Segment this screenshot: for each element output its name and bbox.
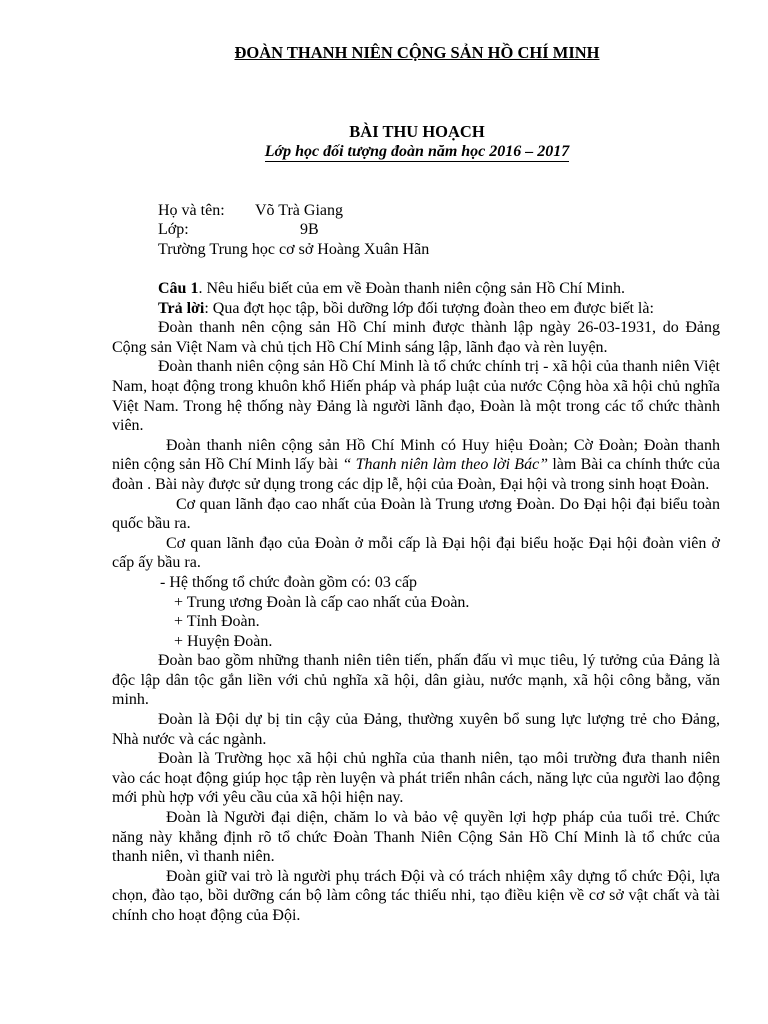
question-label: Câu 1 <box>158 280 199 297</box>
paragraph-central-body: Cơ quan lãnh đạo cao nhất của Đoàn là Trung ương Đoàn. Do Đại hội đại biểu toàn quốc bầu ra. <box>112 495 720 533</box>
document-body <box>112 279 720 926</box>
document-title: BÀI THU HOẠCH <box>349 122 485 141</box>
document-subtitle-text: Lớp học đối tượng đoàn năm học 2016 – 2017 <box>264 143 570 160</box>
song-title: “ Thanh niên làm theo lời Bác” <box>342 456 549 474</box>
paragraph-pioneers: Đoàn giữ vai trò là người phụ trách Đội và có trách nhiệm xây dựng tổ chức Đội, lựa chọn, đào tạo, bồi dưỡng cán bộ làm công tác thiếu nhi, tạo điều kiện về cơ sở vật chất và tài chính cho hoạt động của Đội. <box>112 867 720 924</box>
paragraph-school: Đoàn là Trường học xã hội chủ nghĩa của thanh niên, tạo môi trường đưa thanh niên vào các hoạt động giúp học tập rèn luyện và phát triển nhân cách, năng lực của người lao động mới phù hợp với yêu cầu của xã hội hiện nay. <box>112 750 720 807</box>
question-line <box>112 279 720 299</box>
list-item: + Trung ương Đoàn là cấp cao nhất của Đoàn. <box>174 593 470 611</box>
question-text: . Nêu hiểu biết của em về Đoàn thanh niên cộng sản Hồ Chí Minh. <box>198 280 626 297</box>
answer-intro: : Qua đợt học tập, bồi dưỡng lớp đối tượng đoàn theo em được biết là: <box>204 299 654 317</box>
list-heading: - Hệ thống tổ chức đoàn gồm có: 03 cấp <box>160 573 418 591</box>
paragraph-organization: Đoàn thanh niên cộng sản Hồ Chí Minh là tổ chức chính trị - xã hội của thanh niên Việt Nam, hoạt động trong khuôn khổ Hiến pháp và pháp luật của nước Cộng hòa xã hội chủ nghĩa Việt Nam. Trong hệ thống này Đảng là người lãnh đạo, Đoàn là một trong các tổ chức thành viên. <box>112 358 720 435</box>
answer-label: Trả lời <box>158 299 205 317</box>
school-line <box>158 240 429 260</box>
class-value: 9B <box>300 221 319 238</box>
paragraph-members: Đoàn bao gồm những thanh niên tiên tiến, phấn đấu vì mục tiêu, lý tưởng của Đảng là độc lập dân tộc gắn liền với chủ nghĩa xã hội, dân giàu, nước mạnh, xã hội công bằng, văn minh. <box>112 652 720 709</box>
student-class-line <box>158 220 319 240</box>
student-name-line <box>158 201 343 221</box>
organization-heading: ĐOÀN THANH NIÊN CỘNG SẢN HỒ CHÍ MINH <box>234 43 600 62</box>
paragraph-reserve: Đoàn là Đội dự bị tin cậy của Đảng, thường xuyên bổ sung lực lượng trẻ cho Đảng, Nhà nước và các ngành. <box>112 711 720 748</box>
paragraph-level-body: Cơ quan lãnh đạo của Đoàn ở mỗi cấp là Đại hội đại biểu hoặc Đại hội đoàn viên ở cấp ấy bầu ra. <box>112 534 720 572</box>
paragraph-representative: Đoàn là Người đại diện, chăm lo và bảo vệ quyền lợi hợp pháp của tuổi trẻ. Chức năng này khẳng định rõ tổ chức Đoàn Thanh Niên Cộng Sản Hồ Chí Minh là tổ chức của thanh niên, vì thanh niên. <box>112 809 720 866</box>
school-name: Trường Trung học cơ sở Hoàng Xuân Hãn <box>158 241 430 258</box>
document-subtitle <box>0 143 768 161</box>
list-item: + Tỉnh Đoàn. <box>174 613 260 631</box>
name-value: Võ Trà Giang <box>255 202 344 219</box>
list-item: + Huyện Đoàn. <box>174 632 273 650</box>
name-label: Họ và tên: <box>158 202 225 219</box>
paragraph-symbols <box>112 436 720 495</box>
paragraph-founding: Đoàn thanh nên cộng sản Hồ Chí minh được thành lập ngày 26-03-1931, do Đảng Cộng sản Việt Nam và chủ tịch Hồ Chí Minh sáng lập, lãnh đạo và rèn luyện. <box>112 319 720 356</box>
answer-line <box>112 299 720 319</box>
symbols-text-b: làm Bài ca chính thức của đoàn . Bài này được sử dụng trong các dịp lễ, hội của Đoàn, Đại hội và trong sinh hoạt Đoàn. <box>112 456 720 493</box>
symbols-text-a: Đoàn thanh niên cộng sản Hồ Chí Minh có Huy hiệu Đoàn; Cờ Đoàn; Đoàn thanh niên cộng sản Hồ Chí Minh lấy bài <box>112 436 720 474</box>
class-label: Lớp: <box>158 221 189 238</box>
